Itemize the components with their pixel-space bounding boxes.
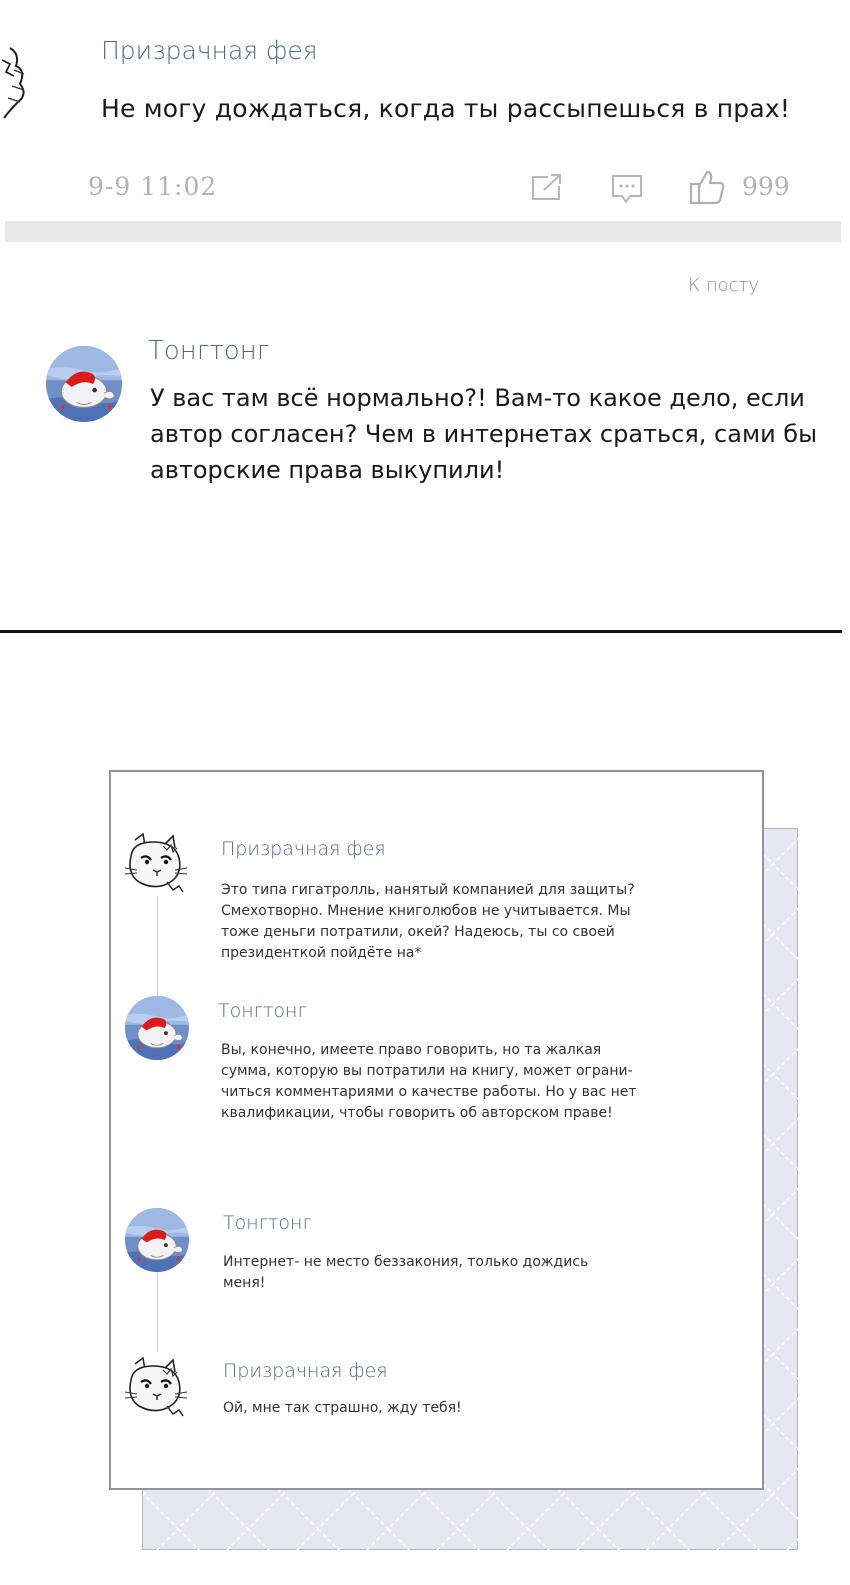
cat-avatar[interactable]: [123, 832, 189, 894]
share-icon[interactable]: [530, 172, 564, 202]
entry-author[interactable]: Призрачная фея: [221, 838, 386, 860]
comment-text: У вас там всё нормально?! Вам-то какое дело, если автор согласен? Чем в интернетах сраться, сами бы авторские права выкупили!: [150, 384, 818, 484]
cat-avatar-partial: [0, 40, 34, 120]
comment-author[interactable]: Тонгтонг: [148, 336, 270, 366]
entry-text: Вы, конечно, имеете право говорить, но та жалкая сумма, которую вы потратили на книгу, может ограни- читься комментариями о качестве работы. Но у вас нет квалификации, чтобы говорить об авторском праве!: [221, 1042, 637, 1121]
entry-author[interactable]: Тонгтонг: [223, 1212, 312, 1234]
comment-author[interactable]: Призрачная фея: [101, 36, 318, 65]
reply-icon[interactable]: [610, 172, 644, 206]
comment-text: Не могу дождаться, когда ты рассыпешься в прах!: [101, 94, 791, 123]
fish-avatar[interactable]: [125, 996, 189, 1060]
like-count: 999: [742, 172, 790, 201]
section-separator: [5, 221, 841, 242]
cat-avatar[interactable]: [123, 1356, 189, 1418]
thread-line: [157, 896, 158, 996]
entry-author[interactable]: Призрачная фея: [223, 1360, 388, 1382]
to-post-link[interactable]: К посту: [688, 275, 760, 296]
like-icon[interactable]: [688, 168, 726, 206]
entry-text: Интернет- не место беззакония, только дождись меня!: [223, 1254, 589, 1291]
entry-text: Ой, мне так страшно, жду тебя!: [223, 1400, 462, 1416]
entry-author[interactable]: Тонгтонг: [218, 1000, 307, 1022]
thread-line: [157, 1272, 158, 1352]
fish-avatar[interactable]: [125, 1208, 189, 1272]
fish-avatar[interactable]: [46, 346, 122, 422]
panel-divider: [0, 630, 842, 633]
comment-thread-card: [109, 770, 764, 1490]
entry-text: Это типа гигатролль, нанятый компанией для защиты? Смехотворно. Мнение книголюбов не учитывается. Мы тоже деньги потратили, окей? Надеюсь, ты со своей президенткой пойдёте на*: [221, 882, 635, 961]
comment-timestamp: 9-9 11:02: [88, 172, 218, 201]
